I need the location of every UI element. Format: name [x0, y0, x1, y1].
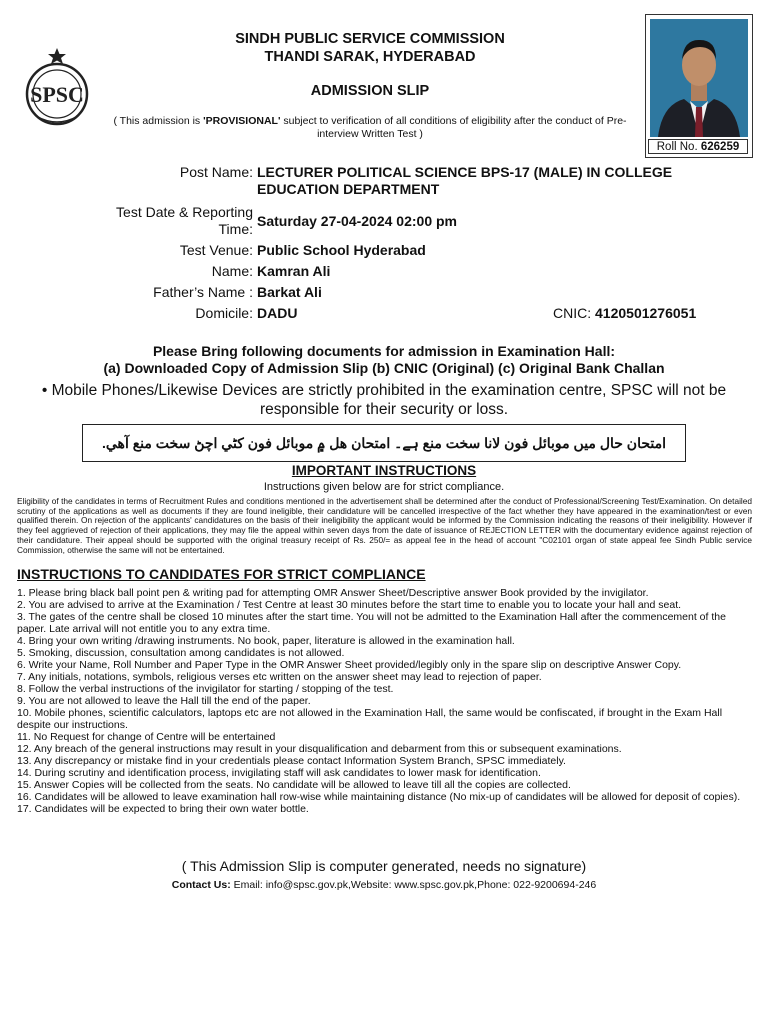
- instruction-item: 1. Please bring black ball point pen & writing pad for attempting OMR Answer Sheet/Descriptive answer Book provided by the invigilator.: [17, 587, 649, 599]
- name-label: Name:: [211, 263, 253, 279]
- svg-text:SPSC: SPSC: [30, 82, 84, 107]
- org-address: THANDI SARAK, HYDERABAD: [264, 49, 476, 65]
- eligibility-paragraph: Eligibility of the candidates in terms of Recruitment Rules and conditions mentioned in the advertisement shall be determined after the conduct of Professional/Screening Test/Examination. On detailed scrutiny of the applications as well as documents if they are found ineligible, their candidature will be cancelled irrespective of the fact whether they have appeared in the examination/test or even qualified therein. On rejection of the applicants' candidatures on the basis of their ineligibility the applicant would be informed by the Commission indicating the reasons of their ineligibility. However if they feel aggrieved of rejection of their applications, they may file the appeal within seven days from the date of issuance of REJECTION LETTER with the documentary evidence against rejection of their candidature. Their appeal should be supported with the original treasury receipt of Rs. 250/= as appeal fee in the head of account "C02101 organ of state appeal fee Sindh Public service Commission, otherwise the same will not be entertained.: [17, 496, 752, 555]
- instruction-item: 16. Candidates will be allowed to leave examination hall row-wise while maintaining distance (No mix-up of candidates will be allowed for deposit of copies).: [17, 791, 741, 803]
- instruction-item: 13. Any discrepancy or mistake find in your credentials please contact Information System Branch, SPSC immediately.: [17, 755, 566, 767]
- roll-label: Roll No.: [656, 141, 698, 153]
- candidate-photo-frame: [645, 14, 753, 158]
- documents-notice: [30, 343, 738, 377]
- strict-compliance-title: INSTRUCTIONS TO CANDIDATES FOR STRICT COMPLIANCE: [17, 566, 426, 582]
- domicile-value: DADU: [257, 305, 298, 321]
- instruction-item: 8. Follow the verbal instructions of the invigilator for starting / stopping of the test.: [17, 683, 394, 695]
- urdu-sindhi-warning: امتحان حال ميں موبائل فون لانا سخت منع ہے۔ امتحان هل ۾ موبائل فون کڻي اچڻ سخت منع آهي.: [82, 424, 686, 462]
- instruction-item: 15. Answer Copies will be collected from the seats. No candidate will be allowed to leave till all the copies are collected.: [17, 779, 571, 791]
- documents-list: (a) Downloaded Copy of Admission Slip (b) CNIC (Original) (c) Original Bank Challan: [103, 360, 665, 376]
- commission-header: [140, 30, 600, 66]
- instruction-item: 10. Mobile phones, scientific calculators, laptops etc are not allowed in the Examination Hall, the same would be confiscated, if brought in the Exam Hall despite our instructions.: [17, 707, 723, 731]
- spsc-logo: [16, 46, 98, 128]
- cnic-value: 4120501276051: [595, 305, 697, 321]
- roll-number: 626259: [700, 141, 740, 153]
- mobile-warning: • Mobile Phones/Likewise Devices are strictly prohibited in the examination centre, SPSC will not be responsible for their security or loss.: [41, 382, 727, 418]
- father-name-label: Father’s Name :: [153, 284, 253, 300]
- roll-number-box: [648, 139, 748, 154]
- cnic-field: [553, 305, 696, 321]
- test-date-label: Test Date & Reporting Time:: [116, 204, 253, 237]
- instruction-item: 7. Any initials, notations, symbols, religious verses etc written on the answer sheet may lead to rejection of paper.: [17, 671, 542, 683]
- contact-label: Contact Us:: [171, 879, 231, 891]
- candidate-portrait: [650, 19, 748, 137]
- instruction-item: 12. Any breach of the general instructions may result in your disqualification and debarment from this or subsequent examinations.: [17, 743, 622, 755]
- instruction-item: 14. During scrutiny and identification process, invigilating staff will ask candidates to lower mask for identification.: [17, 767, 541, 779]
- important-instructions-title: IMPORTANT INSTRUCTIONS: [291, 463, 477, 478]
- instruction-item: 11. No Request for change of Centre will be entertained: [17, 731, 276, 743]
- provisional-prefix: ( This admission is: [113, 115, 204, 127]
- provisional-word: 'PROVISIONAL': [203, 115, 281, 127]
- instruction-item: 4. Bring your own writing /drawing instruments. No book, paper, literature is allowed in the examination hall.: [17, 635, 515, 647]
- computer-generated-note: ( This Admission Slip is computer generated, needs no signature): [181, 858, 587, 874]
- cnic-label: CNIC:: [553, 305, 592, 321]
- org-name: SINDH PUBLIC SERVICE COMMISSION: [235, 31, 505, 47]
- provisional-suffix: subject to verification of all conditions of eligibility after the conduct of Pre-interview Written Test ): [280, 115, 627, 140]
- instruction-item: 2. You are advised to arrive at the Examination / Test Centre at least 30 minutes before the start time to enable you to locate your hall and seat.: [17, 599, 682, 611]
- contact-line: [100, 879, 668, 891]
- post-name-value: LECTURER POLITICAL SCIENCE BPS-17 (MALE) IN COLLEGE EDUCATION DEPARTMENT: [257, 164, 673, 197]
- name-value: Kamran Ali: [257, 263, 331, 279]
- provisional-note: [100, 115, 640, 141]
- instruction-item: 6. Write your Name, Roll Number and Paper Type in the OMR Answer Sheet provided/legibly only in the spare slip on descriptive Answer Copy.: [17, 659, 682, 671]
- contact-details: Email: info@spsc.gov.pk,Website: www.spsc.gov.pk,Phone: 022-9200694-246: [230, 879, 597, 891]
- instruction-item: 9. You are not allowed to leave the Hall till the end of the paper.: [17, 695, 311, 707]
- domicile-label: Domicile:: [195, 305, 253, 321]
- post-name-label: Post Name:: [179, 164, 253, 180]
- important-instructions-subtitle: Instructions given below are for strict compliance.: [263, 481, 505, 493]
- instructions-list: [17, 587, 752, 815]
- slip-title: ADMISSION SLIP: [310, 83, 430, 99]
- venue-label: Test Venue:: [179, 242, 253, 258]
- documents-heading: Please Bring following documents for admission in Examination Hall:: [152, 343, 616, 359]
- instruction-item: 5. Smoking, discussion, consultation among candidates is not allowed.: [17, 647, 345, 659]
- candidate-photo: [650, 19, 748, 137]
- venue-value: Public School Hyderabad: [257, 242, 426, 258]
- test-date-value: Saturday 27-04-2024 02:00 pm: [257, 213, 457, 229]
- instruction-item: 17. Candidates will be expected to bring their own water bottle.: [17, 803, 309, 815]
- instruction-item: 3. The gates of the centre shall be closed 10 minutes after the start time. You will not be admitted to the Examination Hall after the commencement of the paper. Late arrival will not entitle you to any extra time.: [17, 611, 726, 635]
- father-name-value: Barkat Ali: [257, 284, 322, 300]
